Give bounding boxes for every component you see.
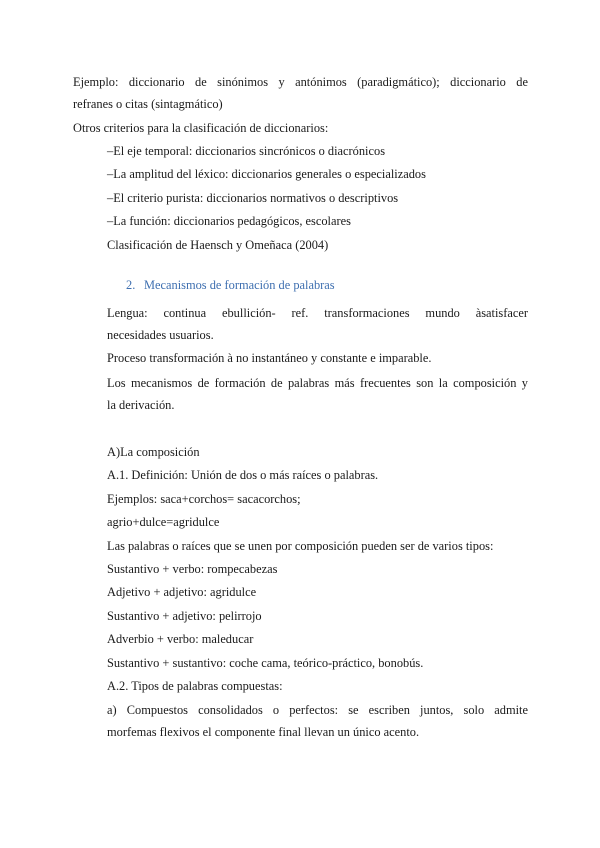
compuestos-line-2: morfemas flexivos el componente final llevan un único acento.	[107, 725, 420, 739]
section-number: 2.	[126, 278, 136, 292]
example-line-2: refranes o citas (sintagmático)	[73, 97, 223, 111]
compuestos-line-1: a) Compuestos consolidados o perfectos: se escriben juntos, solo admite	[107, 703, 528, 717]
section-heading	[126, 277, 335, 293]
subheading-tipos: A.2. Tipos de palabras compuestas:	[107, 679, 283, 693]
type-item: Sustantivo + adjetivo: pelirrojo	[107, 609, 262, 623]
type-item: Adverbio + verbo: maleducar	[107, 632, 254, 646]
definition-line: A.1. Definición: Unión de dos o más raíces o palabras.	[107, 468, 379, 482]
example-line-1: Ejemplo: diccionario de sinónimos y antónimos (paradigmático); diccionario de	[73, 75, 528, 89]
intro-line-1: Lengua: continua ebullición- ref. transformaciones mundo àsatisfacer	[107, 306, 528, 320]
criteria-item-amplitud: –La amplitud del léxico: diccionarios generales o especializados	[107, 167, 426, 181]
criteria-item-temporal: –El eje temporal: diccionarios sincrónicos o diacrónicos	[107, 144, 386, 158]
intro-line-3: Proceso transformación à no instantáneo y constante e imparable.	[107, 351, 432, 365]
composition-heading: A)La composición	[107, 445, 200, 459]
example-agrio: agrio+dulce=agridulce	[107, 515, 220, 529]
types-intro: Las palabras o raíces que se unen por composición pueden ser de varios tipos:	[107, 539, 494, 553]
intro-line-2: necesidades usuarios.	[107, 328, 214, 342]
type-item: Sustantivo + verbo: rompecabezas	[107, 562, 278, 576]
section-title: Mecanismos de formación de palabras	[144, 278, 335, 292]
classification-line: Clasificación de Haensch y Omeñaca (2004)	[107, 238, 329, 252]
criteria-item-purista: –El criterio purista: diccionarios normativos o descriptivos	[107, 191, 399, 205]
type-item: Adjetivo + adjetivo: agridulce	[107, 585, 257, 599]
intro-line-4: Los mecanismos de formación de palabras más frecuentes son la composición y	[107, 376, 528, 390]
criteria-item-funcion: –La función: diccionarios pedagógicos, escolares	[107, 214, 351, 228]
intro-line-5: la derivación.	[107, 398, 175, 412]
type-item: Sustantivo + sustantivo: coche cama, teórico-práctico, bonobús.	[107, 656, 424, 670]
example-saca: Ejemplos: saca+corchos= sacacorchos;	[107, 492, 301, 506]
criteria-intro: Otros criterios para la clasificación de diccionarios:	[73, 121, 329, 135]
